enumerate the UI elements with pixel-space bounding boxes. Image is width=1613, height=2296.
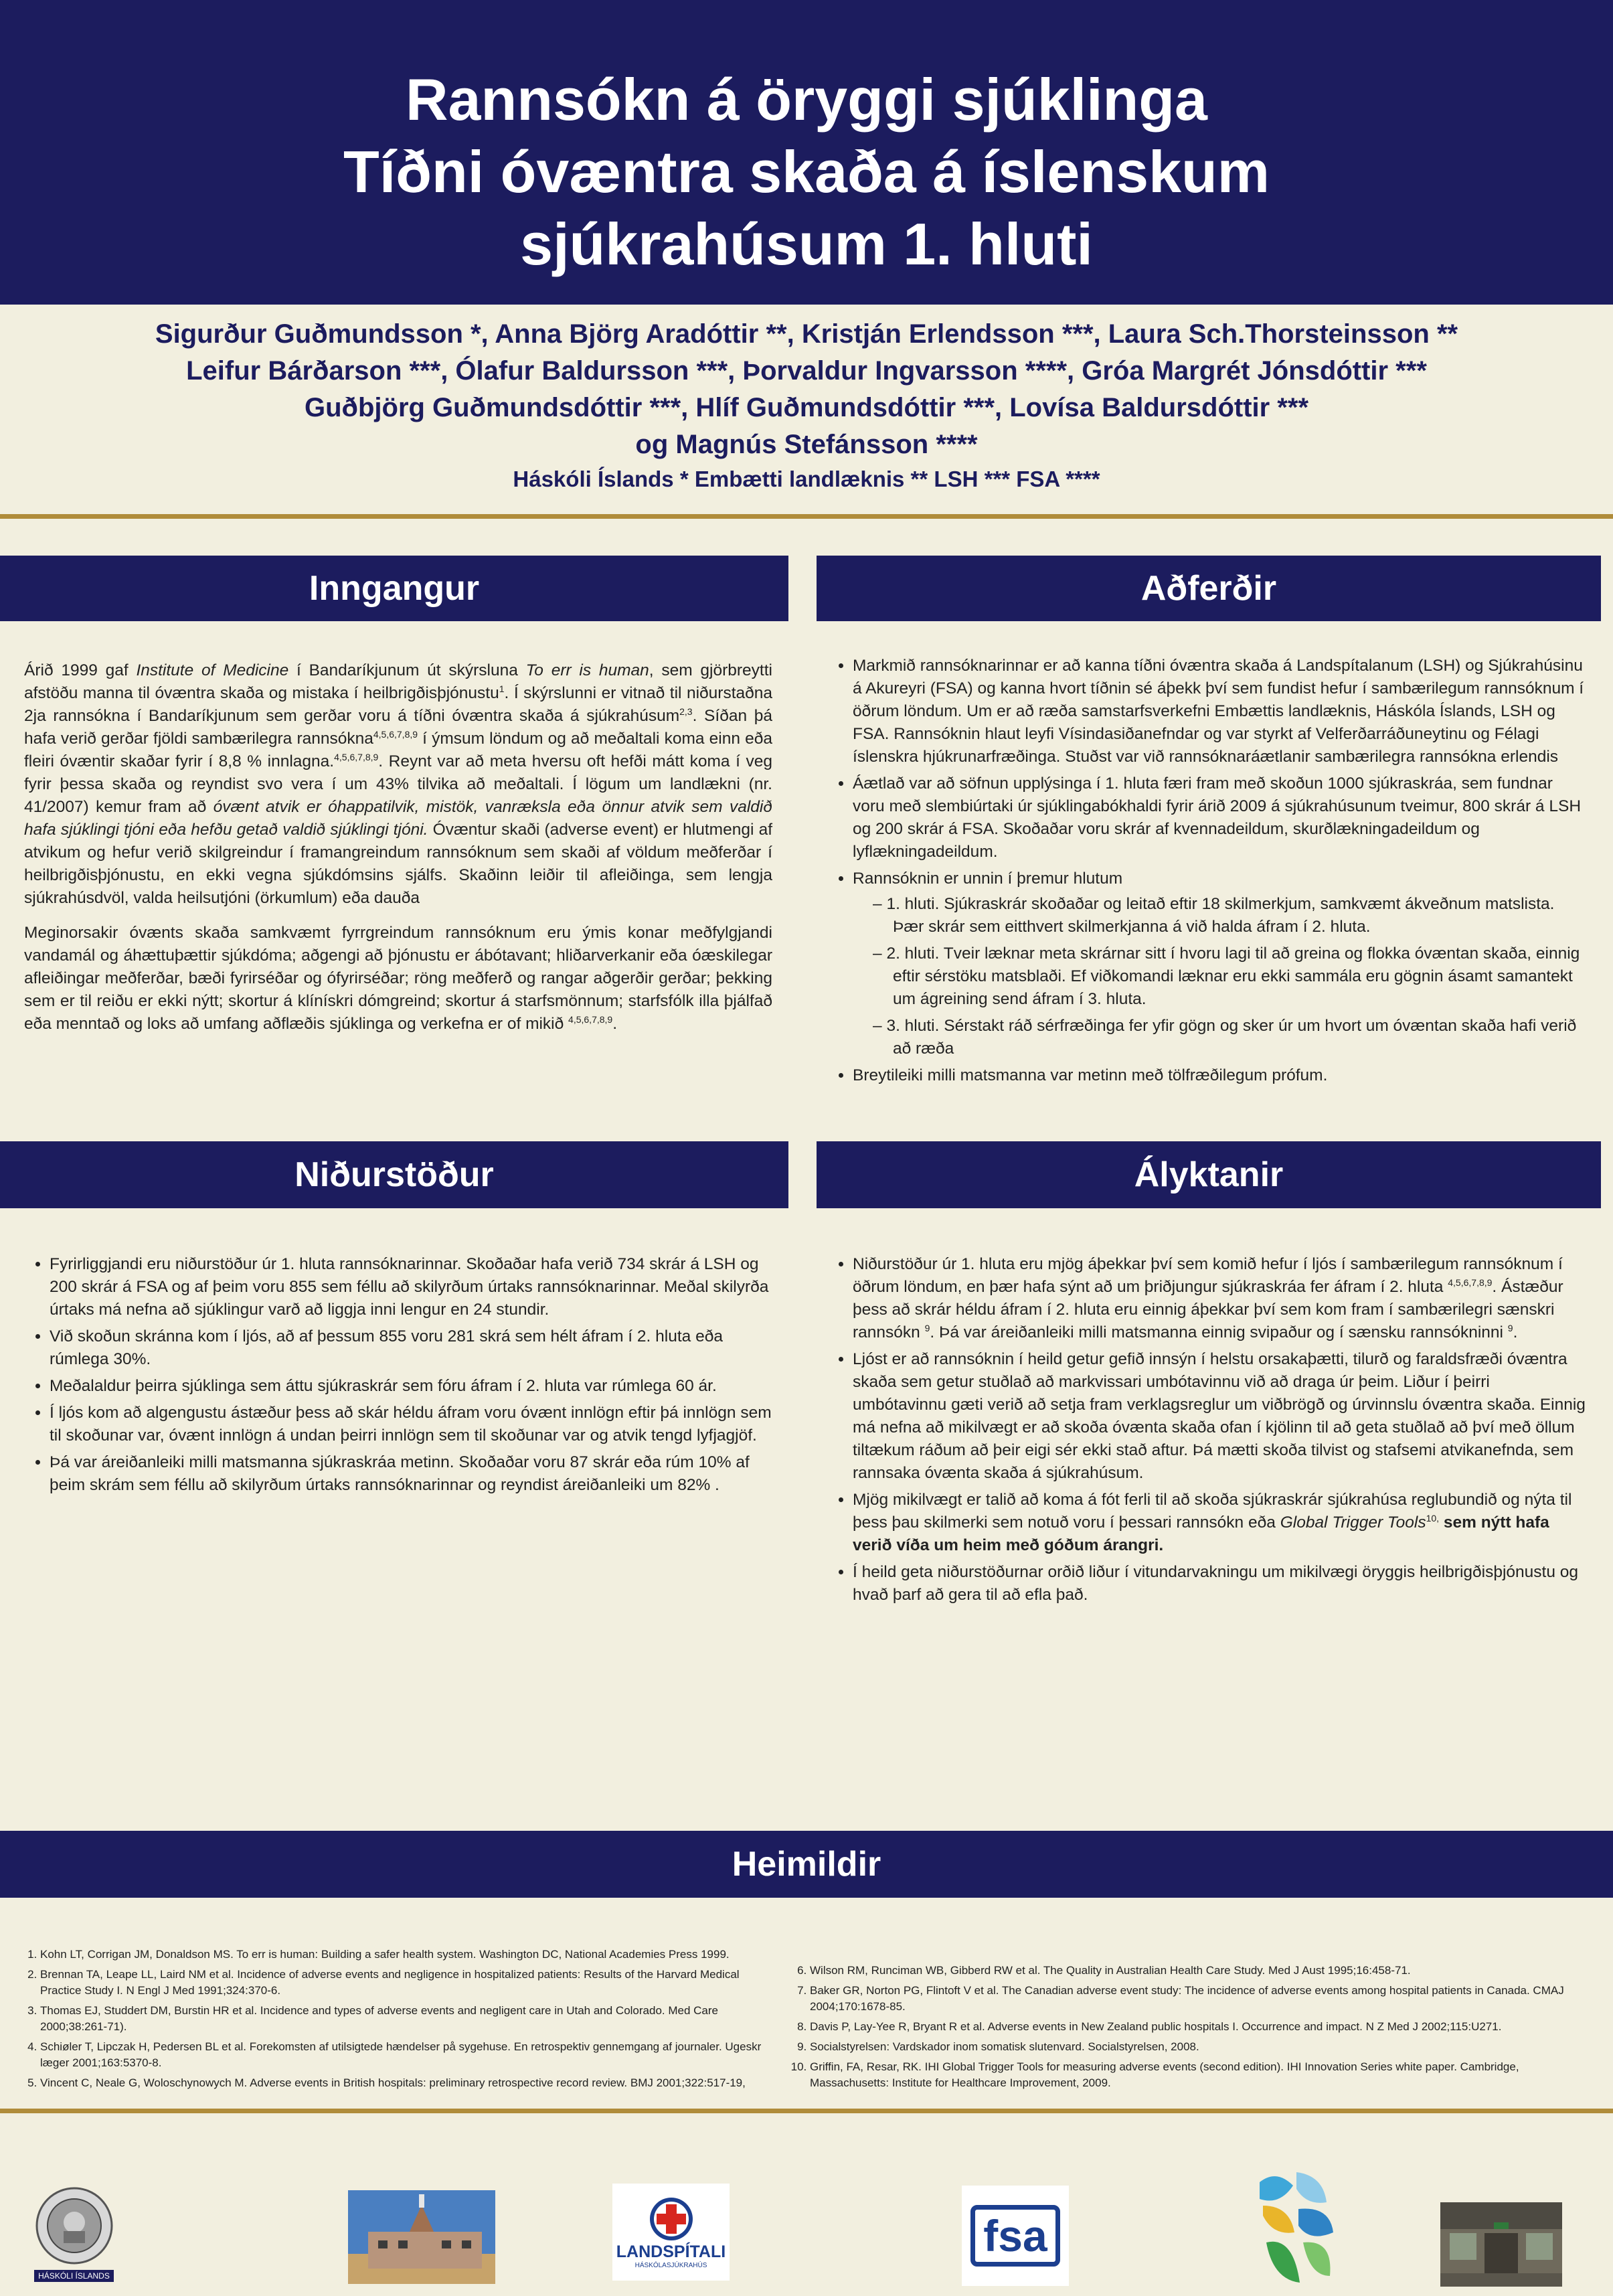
landspitali-logo — [612, 2184, 730, 2281]
landspitali-name: LANDSPÍTALI — [616, 2242, 726, 2261]
hi-seal-icon — [34, 2186, 114, 2266]
nidurstodur-item-2: • Við skoðun skránna kom í ljós, að af þessum 855 voru 281 skrá sem hélt áfram í 2. hluta eða rúmlega 30%. — [50, 1325, 780, 1371]
fsa-logo-text: fsa — [970, 2205, 1059, 2267]
fsa-building-photo — [348, 2190, 495, 2284]
title-line-3: sjúkrahúsum 1. hluti — [520, 211, 1093, 277]
gold-divider — [0, 514, 1613, 519]
fsa-logo — [962, 2186, 1069, 2286]
nidurstodur-item-5: • Þá var áreiðanleiki milli matsmanna sjúkraskráa metinn. Skoðaðar voru 87 skrár eða rúm 10% af þeim skrám sem féllu að skilyrðum úrtaks rannsóknarinnar og reyndist áreiðanleiki um 82% . — [50, 1451, 780, 1497]
reference-item: 2. Brennan TA, Leape LL, Laird NM et al. Incidence of adverse events and negligence in hospitalized patients: Results of the Harvard Medical Practice Study I. N Engl J Med 1991;324:370-6. — [40, 1967, 783, 1999]
reference-item: 6. Wilson RM, Runciman WB, Gibberd RW et al. The Quality in Australian Health Care Study. Med J Aust 1995;16:458-71. — [810, 1963, 1566, 1979]
alyktanir-heading: Ályktanir — [817, 1141, 1601, 1208]
adferdir-item-2: • Áætlað var að söfnun upplýsinga í 1. hluta færi fram með skoðun 1000 sjúkraskráa, sem fundnar voru með slembiúrtaki úr sjúklingabókhaldi fyrir árið 2009 á sjúkrahúsunum tveimur, 800 skrár á LSH og 200 skrár á FSA. Skoðaðar voru skrár af kvennadeildum, skurðlækningadeildum og lyflækningadeildum. — [853, 772, 1586, 864]
nidurstodur-heading: Niðurstöður — [0, 1141, 788, 1208]
building-photo-icon — [348, 2190, 495, 2284]
references-list-left — [7, 1947, 783, 2091]
author-line-2: Leifur Bárðarson ***, Ólafur Baldursson ***, Þorvaldur Ingvarsson ****, Gróa Margrét Jónsdóttir *** — [186, 356, 1427, 386]
affiliations: Háskóli Íslands * Embætti landlæknis ** LSH *** FSA **** — [513, 467, 1100, 491]
adferdir-list — [830, 655, 1586, 1087]
nidurstodur-list — [27, 1253, 780, 1497]
alyktanir-item-1: • Niðurstöður úr 1. hluta eru mjög áþekkar því sem komið hefur í ljós í sambærilegum rannsóknum í öðrum löndum, en þær hafa sýnt að um þriðjungur sjúkraskráa fer áfram í 2. hluta $^{4,5,6,7,8,9}$. Ástæður þess að skrár héldu áfram í 2. hluta eru einnig áþekkar því sem kom fram í sambærilegri sænskri rannsókn $^9$. Þá var áreiðanleiki milli matsmanna einnig svipaður og í sænsku rannsókninni $^9$. — [853, 1253, 1586, 1344]
inngangur-heading: Inngangur — [0, 556, 788, 621]
hi-logo — [25, 2181, 122, 2287]
author-line-3: Guðbjörg Guðmundsdóttir ***, Hlíf Guðmundsdóttir ***, Lovísa Baldursdóttir *** — [304, 393, 1309, 422]
reference-item: 1. Kohn LT, Corrigan JM, Donaldson MS. To err is human: Building a safer health system. Washington DC, National Academies Press 1999. — [40, 1947, 783, 1963]
reference-item: 7. Baker GR, Norton PG, Flintoft V et al. The Canadian adverse event study: The incidence of adverse events among hospital patients in Canada. CMAJ 2004;170:1678-85. — [810, 1983, 1566, 2015]
hospital-entrance-photo-icon — [1440, 2202, 1562, 2287]
adferdir-subitem-2: – 2. hluti. Tveir læknar meta skrárnar sitt í hvoru lagi til að greina og flokka óvæntan skaða, einnig eftir sérstöku matsblaði. Ef viðkomandi læknar eru ekki sammála eru gögnin ásamt samantekt um ágreining send áfram í 3. hluta. — [873, 942, 1586, 1011]
reference-item: 3. Thomas EJ, Studdert DM, Burstin HR et al. Incidence and types of adverse events and negligent care in Utah and Colorado. Med Care 2000;38:261-71). — [40, 2003, 783, 2035]
alyktanir-item-4: • Í heild geta niðurstöðurnar orðið liður í vitundarvakningu um mikilvægi öryggis heilbrigðisþjónustu og hvað þarf að gera til að efla það. — [853, 1561, 1586, 1607]
hi-logo-text: HÁSKÓLI ÍSLANDS — [34, 2270, 114, 2282]
poster-title — [0, 64, 1613, 280]
alyktanir-list — [830, 1253, 1586, 1607]
inngangur-paragraph-1: Árið 1999 gaf Institute of Medicine í Bandaríkjunum út skýrsluna To err is human, sem gjörbreytti afstöðu manna til óvæntra skaða og mistaka í heilbrigðisþjónustu$^1$. Í skýrslunni er vitnað til niðurstaðna 2ja rannsókna í Bandaríkjunum sem gerðar voru á tíðni óvæntra skaða á sjúkrahúsum$^{2,3}$. Síðan þá hafa verið gerðar fjöldi sambærilegra rannsókna$^{4,5,6,7,8,9}$ í ýmsum löndum og að meðaltali koma einn eða fleiri óvæntir skaðar fyrir í 8,8 % innlagna.$^{4,5,6,7,8,9}$. Reynt var að meta hversu oft hefði mátt koma í veg fyrir þessa skaða og reyndist svo vera í um 43% tilvika að meðaltali. Í lögum um landlækni (nr. 41/2007) kemur fram að óvænt atvik er óhappatilvik, mistök, vanræksla eða önnur atvik sem valdið hafa sjúklingi tjóni eða hefðu getað valdið sjúklingi tjóni. Óvæntur skaði (adverse event) er hlutmengi af atvikum og hefur verið skilgreindur í framangreindum rannsóknum sem skaði af völdum meðferðar í heilbrigðisþjónustu, en ekki vegna sjúkdómsins sjálfs. Skaðinn leiðir til afleiðinga, sem lengja sjúkrahúsdvöl, valda heilsutjóni (örkumlum) eða dauða — [24, 661, 773, 907]
adferdir-body — [830, 655, 1586, 1091]
adferdir-subitem-3: – 3. hluti. Sérstakt ráð sérfræðinga fer yfir gögn og sker úr um hvort um óvæntan skaða hafi verið að ræða — [873, 1015, 1586, 1060]
nidurstodur-item-4: • Í ljós kom að algengustu ástæður þess að skár héldu áfram voru óvænt innlögn eftir þá innlögn sem til skoðunar var, óvænt innlögn á undan þeirri innlögn sem til skoðunar var og atvik tengd lyfjagjöf. — [50, 1402, 780, 1447]
adferdir-subitem-1: – 1. hluti. Sjúkraskrár skoðaðar og leitað eftir 18 skilmerkjum, samkvæmt ákveðnum matslista. Þær skrár sem eitthvert skilmerkjanna á við halda áfram í 2. hluta. — [873, 893, 1586, 938]
landlaeknir-logo — [1246, 2169, 1340, 2288]
references-list-right — [776, 1963, 1566, 2091]
alyktanir-item-3: • Mjög mikilvægt er talið að koma á fót ferli til að skoða sjúkraskrár sjúkrahúsa reglubundið og nýta til þess þau skilmerki sem notuð voru í þessari rannsókn eða Global Trigger Tools$^{10,}$ sem nýtt hafa verið víða um heim með góðum árangri. — [853, 1489, 1586, 1557]
references-right — [776, 1963, 1566, 2095]
adferdir-item-4: • Breytileiki milli matsmanna var metinn með tölfræðilegum prófum. — [853, 1064, 1586, 1087]
title-line-2: Tíðni óvæntra skaða á íslenskum — [343, 139, 1270, 205]
landspitali-cross-icon — [648, 2196, 695, 2242]
nidurstodur-body — [27, 1253, 780, 1501]
leaf-emblem-icon — [1246, 2169, 1340, 2288]
reference-item: 5. Vincent C, Neale G, Woloschynowych M. Adverse events in British hospitals: preliminary retrospective record review. BMJ 2001;322:517-19, — [40, 2075, 783, 2091]
author-line-1: Sigurður Guðmundsson *, Anna Björg Aradóttir **, Kristján Erlendsson ***, Laura Sch.Thorsteinsson ** — [155, 319, 1458, 349]
inngangur-paragraph-2: Meginorsakir óvænts skaða samkvæmt fyrrgreindum rannsóknum eru ýmis konar meðfylgjandi vandamál og áhættuþættir sjúkdóma; aðgengi að þjónustu er ábótavant; hliðarverkanir eða óæskilegar afleiðingar meðferðar, bæði fyrirséðar og ófyrirséðar; röng meðferð og rangar aðgerðir gerðar; þekking sem er til reiðu er ekki nýtt; skortur á klínískri dómgreind; skortur á starfsmönnum; starfsfólk illa þjálfað eða menntað og loks að umfang aðflæðis sjúklinga og verkefna er of mikið $^{4,5,6,7,8,9}$. — [24, 924, 772, 1033]
adferdir-heading: Aðferðir — [817, 556, 1601, 621]
adferdir-sublist — [853, 893, 1586, 1060]
adferdir-item-1: • Markmið rannsóknarinnar er að kanna tíðni óvæntra skaða á Landspítalanum (LSH) og Sjúkrahúsinu á Akureyri (FSA) og kanna hvort tíðnin sé áþekk því sem fundist hefur í sambærilegum rannsóknum í öðrum löndum. Um er að ræða samstarfsverkefni Embættis landlæknis, Háskóla Íslands, LSH og FSA. Rannsóknin hlaut leyfi Vísindasiðanefndar og var styrkt af Velferðarráðuneytinu og Félagi íslenskra hjúkrunarfræðinga. Stuðst var við rannsóknaráætlanir sambærilegra rannsókna erlendis — [853, 655, 1586, 768]
adferdir-item-3: • Rannsóknin er unnin í þremur hlutum – 1. hluti. Sjúkraskrár skoðaðar og leitað eftir 18 skilmerkjum, samkvæmt ákveðnum matslista. Þær skrár sem eitthvert skilmerkjanna á við halda áfram í 2. hluta. – 2. hluti. Tveir læknar meta skrárnar sitt í hvoru lagi til að greina og flokka óvæntan skaða, einnig eftir sérstöku matsblaði. Ef viðkomandi læknar eru ekki sammála eru gögnin ásamt samantekt um ágreining send áfram í 3. hluta. – 3. hluti. Sérstakt ráð sérfræðinga fer yfir gögn og sker úr um hvort um óvæntan skaða hafi verið að ræða — [853, 868, 1586, 1060]
alyktanir-body — [830, 1253, 1586, 1611]
nidurstodur-item-1: • Fyrirliggjandi eru niðurstöður úr 1. hluta rannsóknarinnar. Skoðaðar hafa verið 734 skrár á LSH og 200 skrár á FSA og af þeim voru 855 sem féllu að skilyrðum úrtaks rannsóknarinnar. Meðal skilyrða úrtaks má nefna að sjúklingur varð að liggja inni lengur en 24 stundir. — [50, 1253, 780, 1321]
title-line-1: Rannsókn á öryggi sjúklinga — [405, 66, 1207, 133]
reference-item: 4. Schiøler T, Lipczak H, Pedersen BL et al. Forekomsten af utilsigtede hændelser på sygehuse. En retrospektiv gennemgang af journaler. Ugeskr læger 2001;163:5370-8. — [40, 2039, 783, 2071]
landspitali-subtitle: HÁSKÓLASJÚKRAHÚS — [634, 2261, 707, 2269]
hospital-photo — [1440, 2202, 1562, 2287]
references-left — [7, 1947, 783, 2095]
reference-item: 9. Socialstyrelsen: Vardskador inom somatisk slutenvard. Socialstyrelsen, 2008. — [810, 2039, 1566, 2055]
heimildir-heading: Heimildir — [0, 1831, 1613, 1898]
inngangur-body — [24, 659, 772, 1048]
alyktanir-item-2: • Ljóst er að rannsóknin í heild getur gefið innsýn í helstu orsakaþætti, tilurð og faraldsfræði óvæntra skaða sem getur stuðlað að markvissari umbótavinnu við að draga úr þeim. Liður í þeirri umbótavinnu gæti verið að setja fram verklagsreglur um viðbrögð og úrvinnslu óvæntra skaða. Einnig má nefna að mikilvægt er að skoða óvænta skaða ofan í kjölinn til að geta stuðlað að því með öllum tiltækum ráðum að þeir eigi sér ekki stað aftur. Þá mætti skoða tilvist og stafsemi atvikanefnda, sem rannsaka óvænta skaða á sjúkrahúsum. — [853, 1348, 1586, 1485]
nidurstodur-item-3: • Meðalaldur þeirra sjúklinga sem áttu sjúkraskrár sem fóru áfram í 2. hluta var rúmlega 60 ár. — [50, 1375, 780, 1398]
author-block — [0, 316, 1613, 495]
reference-item: 8. Davis P, Lay-Yee R, Bryant R et al. Adverse events in New Zealand public hospitals I. Occurrence and impact. N Z Med J 2002;115:U271. — [810, 2019, 1566, 2035]
author-line-4: og Magnús Stefánsson **** — [635, 430, 978, 459]
bottom-gold-divider — [0, 2109, 1613, 2113]
reference-item: 10. Griffin, FA, Resar, RK. IHI Global Trigger Tools for measuring adverse events (second edition). IHI Innovation Series white paper. Cambridge, Massachusetts: Institute for Healthcare Improvement, 2009. — [810, 2059, 1566, 2091]
